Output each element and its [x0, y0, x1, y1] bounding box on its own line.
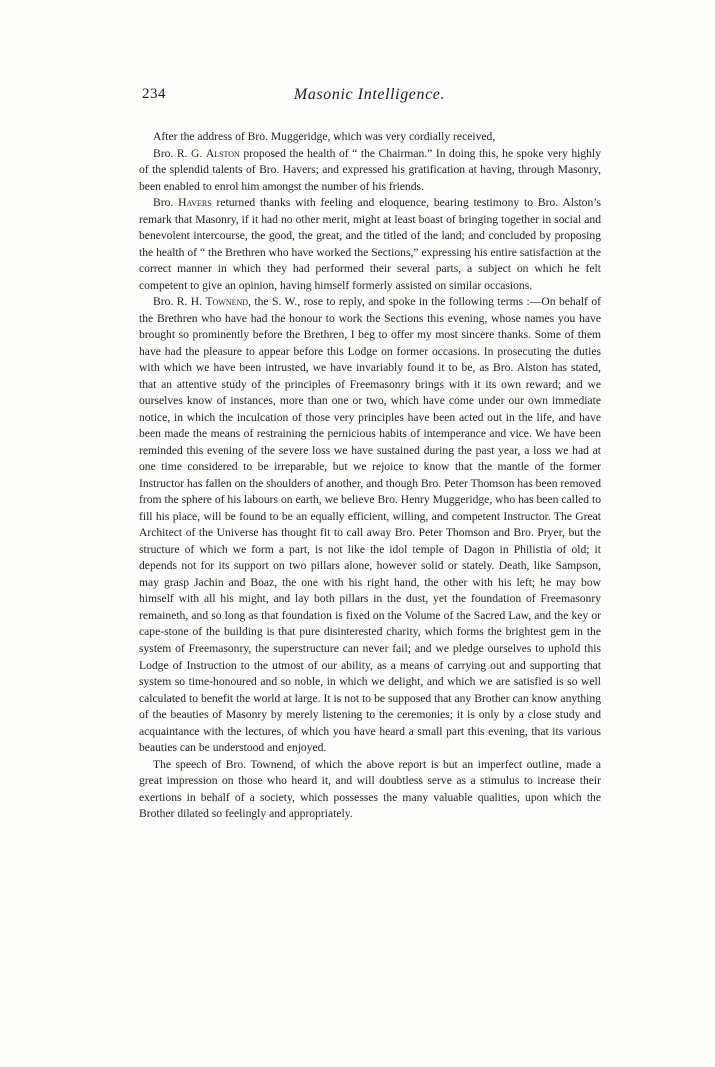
paragraph-text: Bro. [153, 196, 179, 210]
article-body [139, 129, 601, 823]
speaker-name-townend: Townend [205, 295, 249, 309]
paragraph-alston-toast [139, 146, 601, 196]
paragraph-text: The speech of Bro. Townend, of which the above report is but an imperfect outline, made a great impression on those who heard it, and will doubtless serve as a stimulus to increase their exertions in behalf of a society, which possesses the many valuable qualities, upon which the Brother dilated so feelingly and appropriately. [139, 757, 601, 821]
running-title: Masonic Intelligence. [293, 86, 446, 103]
paragraph-text: returned thanks with feeling and eloquence, bearing testimony to Bro. Alston’s remark that Masonry, if it had no other merit, might at least boast of bringing together in social and benevolent intercourse, the good, the great, and the titled of the land; and concluded by proposing the health of “ the Brethren who have worked the Sections,” expressing his entire satisfaction at the correct manner in which they had performed their several parts, a subject on which he felt competent to give an opinion, having himself formerly assisted on similar occasions. [139, 196, 601, 292]
paragraph-text: After the address of Bro. Muggeridge, which was very cordially received, [153, 130, 496, 143]
paragraph-closing-remarks [139, 757, 601, 823]
paragraph-text: proposed the health of “ the Chairman.” In doing this, he spoke very highly of the splendid talents of Bro. Havers; and expressed his gratification at having, through Masonry, been enabled to enrol him amongst the number of his friends. [139, 146, 601, 193]
paragraph-text: Bro. R. H. [153, 295, 206, 309]
speaker-name-havers: Havers [178, 196, 212, 210]
paragraph-havers-reply [139, 195, 601, 294]
paragraph-text: Bro. R. G. [153, 146, 206, 160]
paragraph-text: , the S. W., rose to reply, and spoke in the following terms :—On behalf of the Brethren who have had the honour to work the Sections this evening, whose names you have brought so prominently before the Brethren, I beg to offer my most sincere thanks. Some of them have had the pleasure to appear before this Lodge on former occasions. In prosecuting the duties with which we have been intrusted, we have invariably found it to be, as Bro. Alston has stated, that an attentive study of the principles of Freemasonry brings with it its own reward; and we ourselves know of instances, more than one or two, which have come under our own immediate notice, in which the inculcation of those very principles have been acted out in the life, and have been made the means of restraining the pernicious habits of intemperance and vice. We have been reminded this evening of the severe loss we have sustained during the past year, a loss we had at one time considered to be irreparable, but we rejoice to know that the mantle of the former Instructor has fallen on the shoulders of another, and though Bro. Peter Thomson has been removed from the sphere of his labours on earth, we believe Bro. Henry Muggeridge, who has been called to fill his place, will be found to be an equally efficient, willing, and competent Instructor. The Great Architect of the Universe has thought fit to call away Bro. Peter Thomson and Bro. Pryer, but the structure of which we form a part, is not like the idol temple of Dagon in Philistia of old; it depends not for its support on two pillars alone, however solid or stately. Death, like Sampson, may grasp Jachin and Boaz, the one with his right hand, the other with his left; he may bow himself with all his might, and lay both pillars in the dust, yet the foundation of Freemasonry remaineth, and so long as that foundation is fixed on the Volume of the Sacred Law, and the key or cape-stone of the building is that pure disinterested charity, which forms the brightest gem in the system of Freemasonry, the superstructure can never fail; and we pledge ourselves to uphold this Lodge of Instruction to the utmost of our ability, as a means of carrying out and supporting that system so time-honoured and so noble, in which we delight, and which we are satisfied is so well calculated to benefit the world at large. It is not to be supposed that any Brother can know anything of the beauties of Masonry by merely listening to the ceremonies; it is only by a close study and acquaintance with the lectures, of which you have heard a small part this evening, that its various beauties can be understood and enjoyed. [139, 295, 601, 755]
paragraph-townend-speech [139, 294, 601, 756]
page-number: 234 [142, 86, 166, 102]
page-header [142, 86, 597, 108]
speaker-name-alston: Alston [205, 146, 240, 160]
paragraph-alston-address [139, 129, 601, 146]
